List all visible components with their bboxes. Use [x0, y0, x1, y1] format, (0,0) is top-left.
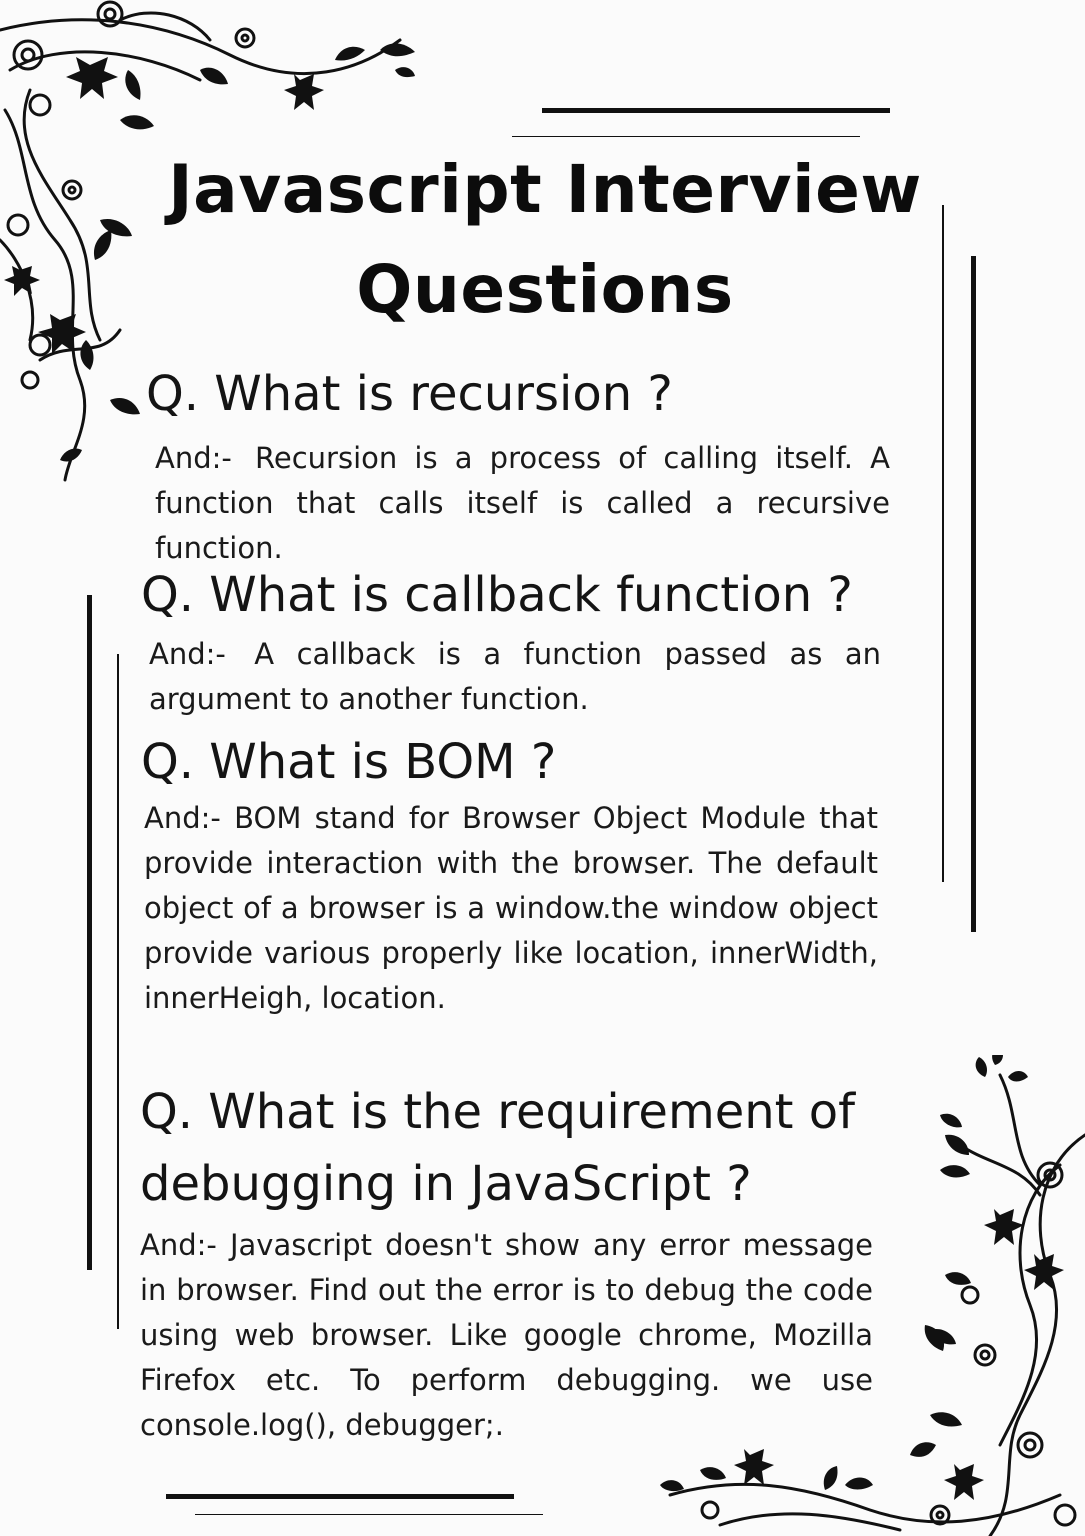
answer-3 [144, 796, 878, 1021]
right-thick-rule [971, 256, 976, 932]
answer-3-text: BOM stand for Browser Object Module that provide interaction with the browser. The default object of a browser is a window.the window object provide various properly like location, innerWidth, innerHeigh, location. [144, 801, 879, 1015]
left-thick-rule [87, 595, 92, 1270]
answer-2 [149, 632, 881, 722]
question-4-line-1: Q. What is the requirement of [140, 1084, 856, 1140]
answer-3-label: And:- [144, 801, 221, 835]
answer-1 [155, 436, 890, 571]
top-thin-rule [512, 136, 860, 137]
title-line-1: Javascript Interview [168, 151, 922, 228]
question-4-line-2: debugging in JavaScript ? [140, 1156, 752, 1212]
title-line-2: Questions [356, 251, 734, 328]
question-1: Q. What is recursion ? [146, 366, 673, 422]
question-2: Q. What is callback function ? [141, 567, 853, 623]
answer-1-text: Recursion is a process of calling itself. A function that calls itself is called a recursive function. [155, 441, 890, 565]
question-4 [140, 1076, 855, 1220]
answer-4 [140, 1223, 873, 1448]
answer-4-label: And:- [140, 1228, 217, 1262]
bottom-thin-rule [195, 1514, 543, 1515]
question-3: Q. What is BOM ? [141, 734, 557, 790]
page-title [120, 140, 970, 340]
bottom-thick-rule [166, 1494, 514, 1499]
left-thin-rule [117, 654, 119, 1329]
answer-2-label: And:- [149, 637, 255, 671]
answer-2-text: A callback is a function passed as an argument to another function. [149, 637, 881, 716]
answer-1-label: And:- [155, 441, 256, 475]
top-thick-rule [542, 108, 890, 113]
answer-4-text: Javascript doesn't show any error message in browser. Find out the error is to debug the code using web browser. Like google chrome, Mozilla Firefox etc. To perform debugging. we use console.log(), debugger;. [140, 1228, 873, 1442]
